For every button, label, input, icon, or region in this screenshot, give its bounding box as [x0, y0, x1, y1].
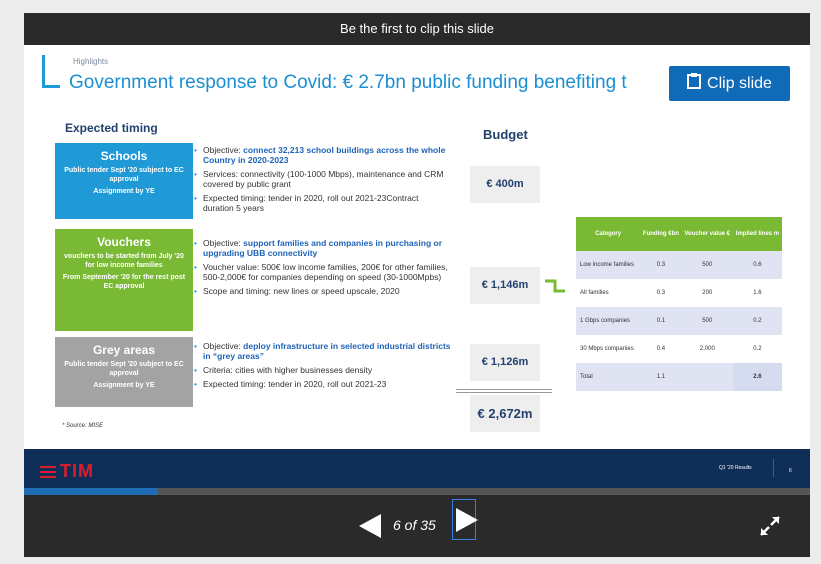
fullscreen-button[interactable] — [758, 514, 782, 538]
table-row — [576, 335, 782, 363]
bullet-item: • Expected timing: tender in 2020, roll out 2021-23Contract duration 5 years — [191, 193, 451, 213]
footer-page-number: 6 — [789, 468, 792, 474]
col-header: Implied lines m — [733, 217, 782, 251]
expected-timing-heading: Expected timing — [65, 121, 158, 135]
connector-bracket-icon — [543, 278, 567, 294]
budget-total: € 2,672m — [470, 395, 540, 432]
budget-schools: € 400m — [470, 166, 540, 203]
footer-separator — [773, 459, 774, 477]
schools-sub2: Assignment by YE — [93, 188, 155, 195]
table-cell: Low income families — [576, 251, 640, 279]
table-cell: 0.2 — [733, 335, 782, 363]
clip-slide-label: Clip slide — [707, 74, 772, 92]
schools-title: Schools — [100, 149, 148, 163]
budget-grey-areas: € 1,126m — [470, 344, 540, 381]
footer-label: Q1 '20 Results — [719, 465, 752, 471]
bullet-item: • Objective: connect 32,213 school buildings across the whole Country in 2020-2023 — [191, 145, 451, 165]
grey-areas-sub1: Public tender Sept '20 subject to EC approval — [64, 361, 184, 377]
bullet-item: • Scope and timing: new lines or speed upscale, 2020 — [191, 286, 451, 296]
table-cell: 1.6 — [733, 279, 782, 307]
slide-footer — [24, 449, 810, 488]
table-cell: 0.6 — [733, 251, 782, 279]
budget-heading: Budget — [483, 127, 528, 142]
table-cell: Total — [576, 363, 640, 391]
page-counter: 6 of 35 — [393, 517, 436, 533]
vouchers-sub1: vouchers to be started from July '20 for low income families — [64, 253, 184, 269]
table-row — [576, 251, 782, 279]
table-cell — [682, 363, 733, 391]
table-cell: 0.3 — [640, 251, 681, 279]
bullet-item: • Objective: support families and companies in purchasing or upgrading UBB connectivity — [191, 238, 451, 258]
total-divider — [456, 389, 552, 390]
col-header: Category — [576, 217, 640, 251]
table-cell: 0.2 — [733, 307, 782, 335]
table-cell: 1.1 — [640, 363, 681, 391]
vouchers-sub2: From September '20 for the rest post EC approval — [62, 274, 186, 290]
grey-areas-title: Grey areas — [92, 343, 156, 357]
table-row — [576, 307, 782, 335]
table-cell: 1 Gbps companies — [576, 307, 640, 335]
grey-areas-bullets — [191, 341, 451, 393]
slide-title: Government response to Covid: € 2.7bn public funding benefiting t — [69, 72, 627, 93]
tim-logo-text: TIM — [60, 461, 94, 481]
slideshow-player — [24, 13, 810, 557]
previous-slide-button[interactable] — [357, 513, 383, 539]
vouchers-box — [55, 229, 193, 331]
grey-areas-box — [55, 337, 193, 407]
vouchers-bullets — [191, 238, 451, 300]
total-divider — [456, 392, 552, 393]
bullet-item: • Services: connectivity (100-1000 Mbps), maintenance and CRM covered by public grant — [191, 169, 451, 189]
player-controls — [24, 495, 810, 557]
table-row — [576, 279, 782, 307]
progress-fill — [24, 488, 158, 495]
source-note: * Source: MISE — [62, 423, 104, 429]
table-cell: 30 Mbps companies — [576, 335, 640, 363]
section-label: Highlights — [73, 57, 109, 66]
title-accent — [42, 55, 45, 87]
table-cell: 500 — [682, 307, 733, 335]
clipboard-icon — [687, 73, 701, 94]
table-cell: 500 — [682, 251, 733, 279]
tim-logo-icon — [40, 466, 56, 478]
title-accent-foot — [42, 85, 60, 88]
schools-bullets — [191, 145, 451, 217]
table-cell: 200 — [682, 279, 733, 307]
table-cell: All families — [576, 279, 640, 307]
table-cell: 0.3 — [640, 279, 681, 307]
schools-sub1: Public tender Sept '20 subject to EC approval — [64, 167, 184, 183]
triangle-right-icon — [454, 507, 480, 533]
col-header: Voucher value € — [682, 217, 733, 251]
bullet-item: • Objective: deploy infrastructure in selected industrial districts in “grey areas” — [191, 341, 451, 361]
vouchers-title: Vouchers — [97, 235, 151, 249]
table-cell: 0.1 — [640, 307, 681, 335]
next-slide-button[interactable] — [452, 499, 476, 540]
table-cell: 0.4 — [640, 335, 681, 363]
expand-icon — [758, 514, 782, 538]
progress-bar[interactable] — [24, 488, 810, 495]
voucher-table — [576, 217, 782, 391]
clip-slide-button[interactable] — [669, 66, 790, 101]
table-total-row — [576, 363, 782, 391]
clip-banner: Be the first to clip this slide — [24, 13, 810, 45]
grey-areas-sub2: Assignment by YE — [93, 382, 155, 389]
table-cell: 2.6 — [733, 363, 782, 391]
bullet-item: • Expected timing: tender in 2020, roll out 2021-23 — [191, 379, 451, 389]
bullet-item: • Criteria: cities with higher businesses density — [191, 365, 451, 375]
triangle-left-icon — [357, 513, 383, 539]
col-header: Funding €bn — [640, 217, 681, 251]
schools-box — [55, 143, 193, 219]
budget-vouchers: € 1,146m — [470, 267, 540, 304]
slide-canvas — [24, 45, 810, 488]
table-cell: 2,000 — [682, 335, 733, 363]
table-header-row — [576, 217, 782, 251]
tim-logo — [40, 461, 94, 482]
bullet-item: • Voucher value: 500€ low income families, 200€ for other families, 500-2,000€ for companies depending on speed (30-1000Mpbs) — [191, 262, 451, 282]
